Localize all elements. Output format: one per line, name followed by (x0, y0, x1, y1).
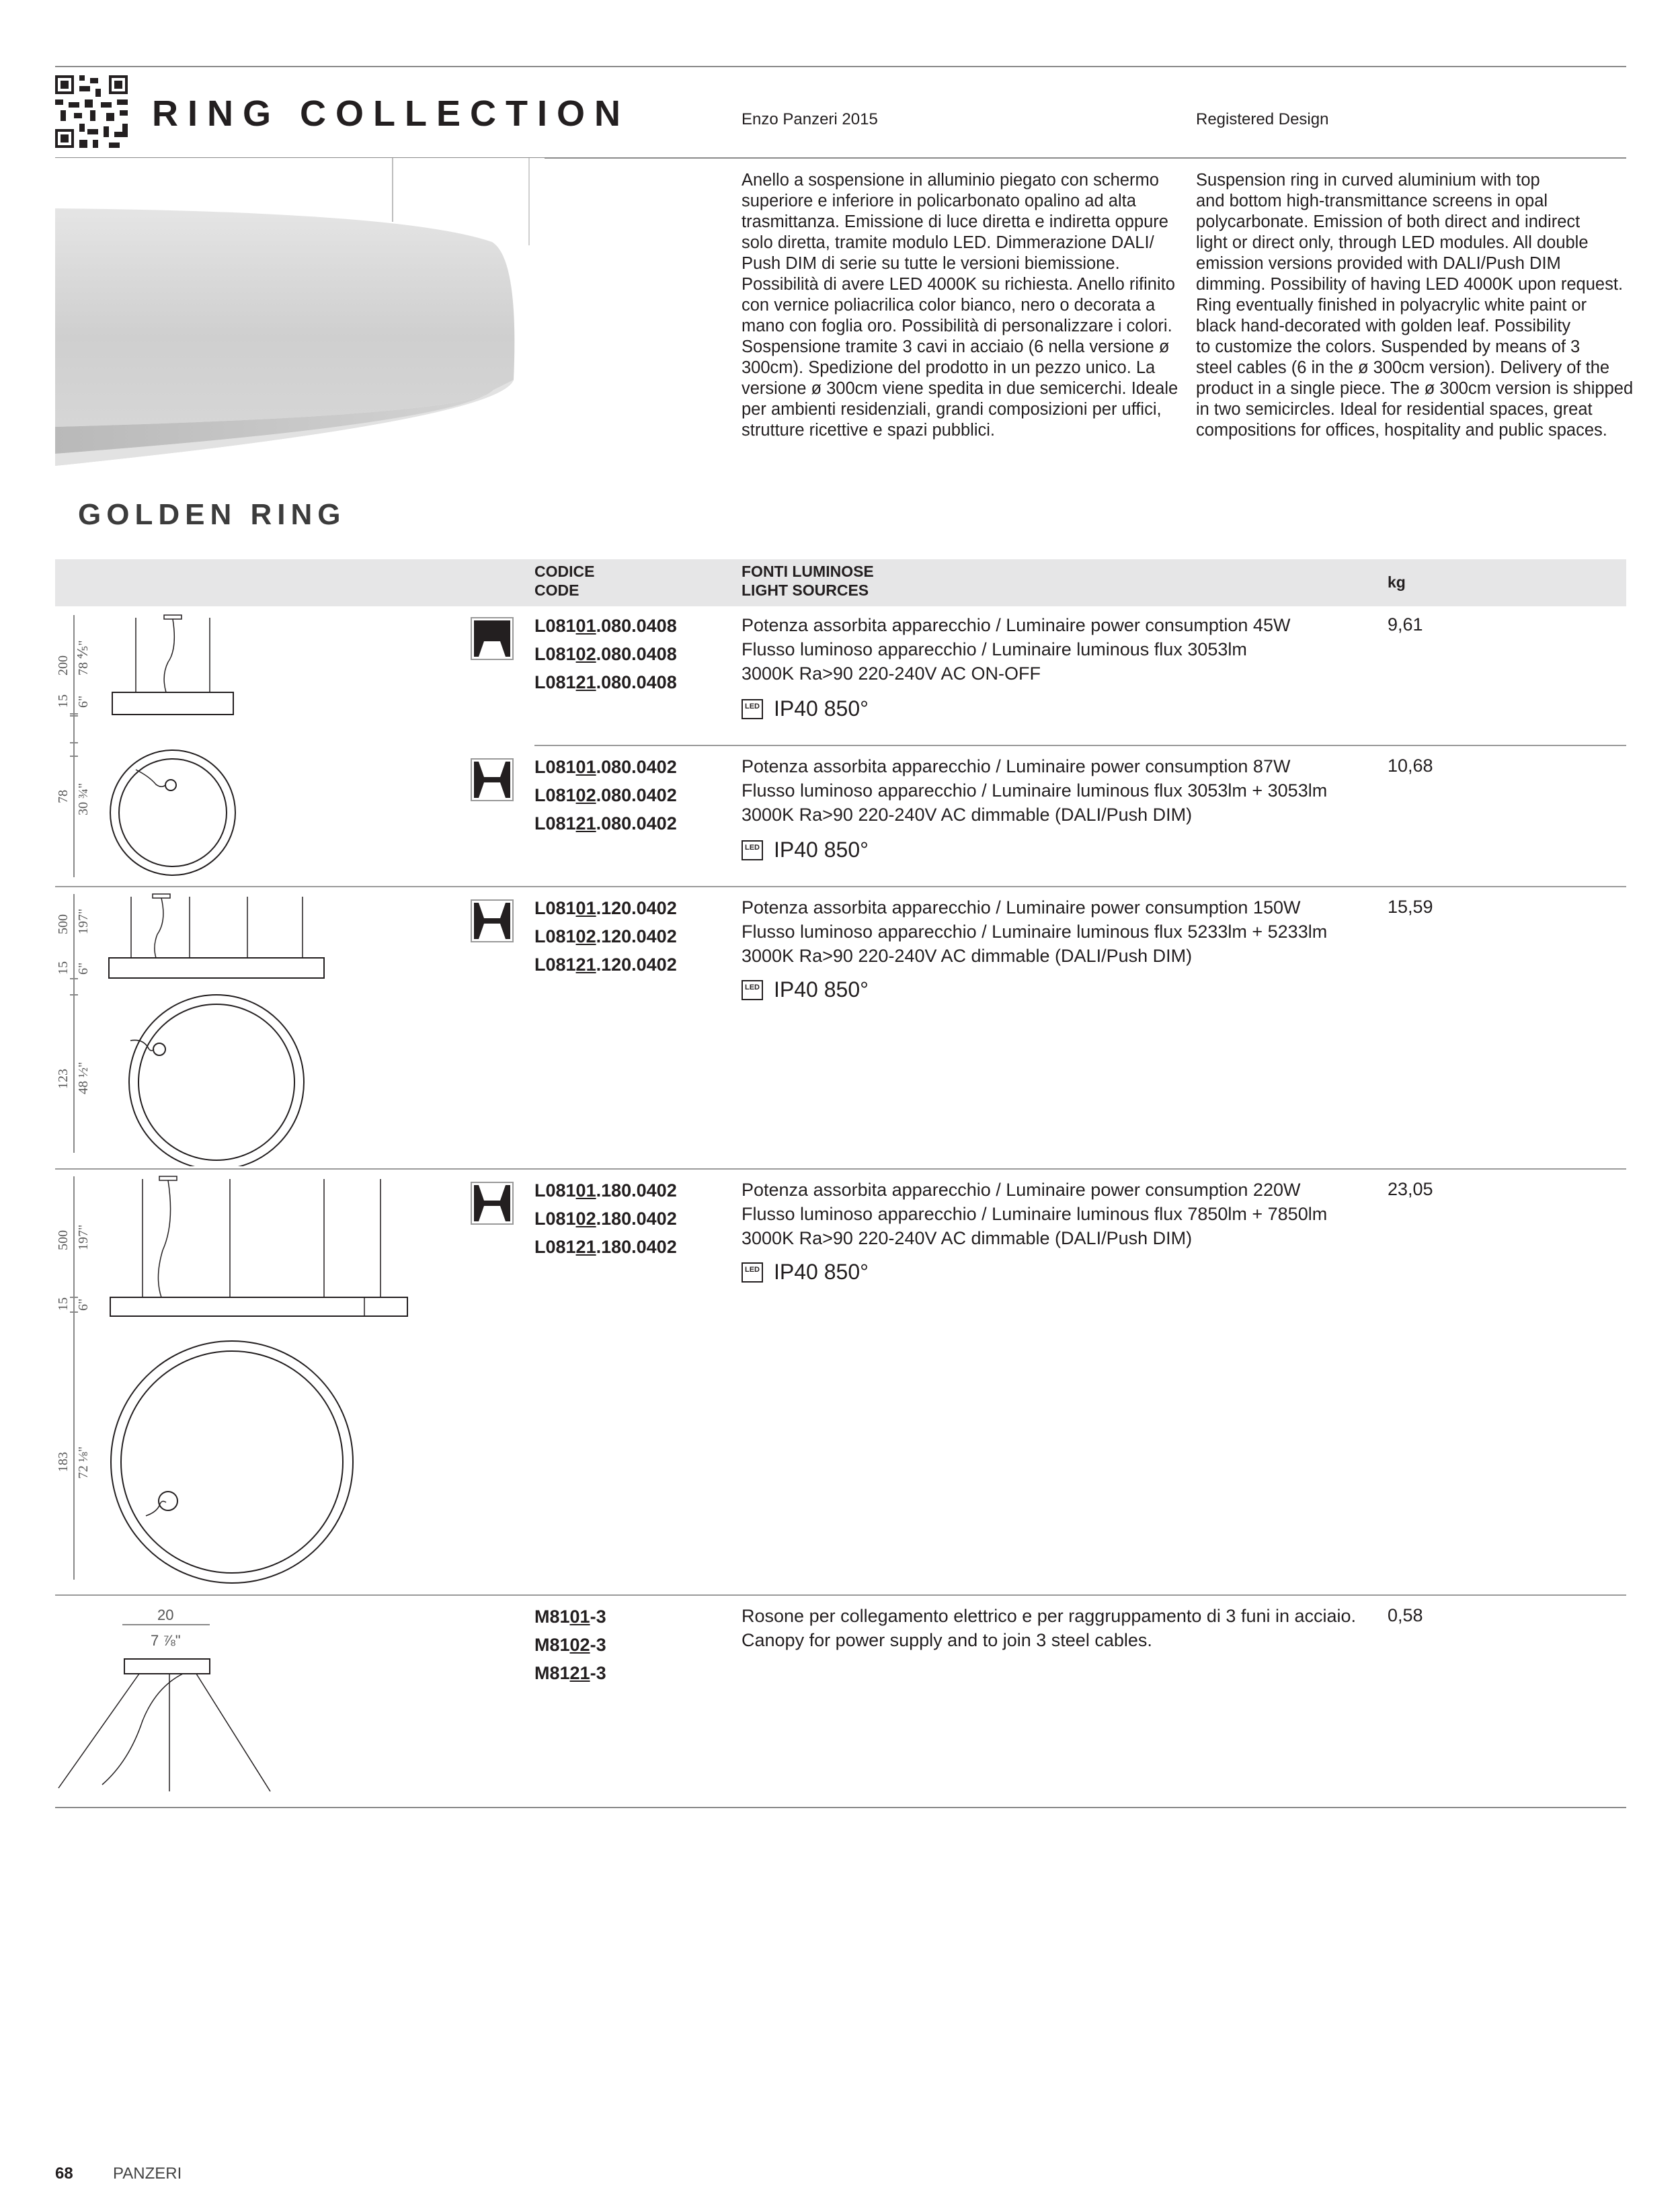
page-number: 68 (55, 2164, 73, 2183)
dim-thickness: 15 (56, 961, 71, 975)
spec-1 (742, 613, 1290, 686)
dim-thickness-inch: 6" (76, 1298, 91, 1311)
ip-rating: IP40 850° (774, 1260, 869, 1284)
code-line: L08101.120.0402 (534, 898, 677, 918)
technical-drawing-120 (55, 887, 472, 1166)
code-line: L08101.080.0408 (534, 616, 677, 636)
code-line: L08121.080.0402 (534, 813, 677, 834)
led-icon: LED (742, 1262, 763, 1283)
direct-emission-icon (471, 617, 514, 660)
code-line: L08102.080.0402 (534, 785, 677, 805)
ip-rating: IP40 850° (774, 696, 869, 721)
spec-line: Flusso luminoso apparecchio / Luminaire luminous flux 3053lm + 3053lm (742, 780, 1328, 801)
rating-1 (742, 696, 869, 721)
weight-2: 10,68 (1388, 756, 1433, 776)
header-light-sources: FONTI LUMINOSE LIGHT SOURCES (742, 563, 874, 599)
rating-3 (742, 977, 869, 1002)
spec-line: Canopy for power supply and to join 3 steel cables. (742, 1630, 1152, 1650)
code-line: M8121-3 (534, 1663, 606, 1683)
dim-thickness-inch: 6" (76, 962, 91, 975)
product-codes-1 (534, 612, 677, 696)
direct-indirect-emission-icon (471, 899, 514, 942)
product-codes-2 (534, 753, 677, 838)
direct-indirect-emission-icon (471, 758, 514, 801)
led-icon: LED (742, 840, 763, 860)
photo-caption: GOLDEN RING (78, 498, 346, 531)
technical-drawing-180 (55, 1170, 472, 1586)
code-line: M8101-3 (534, 1607, 606, 1627)
product-photo (55, 158, 545, 548)
spec-line: 3000K Ra>90 220-240V AC ON-OFF (742, 663, 1041, 684)
dim-thickness: 15 (56, 694, 71, 708)
dim-height-inch: 197" (76, 908, 91, 934)
registered-design: Registered Design (1196, 110, 1329, 128)
page-title: RING COLLECTION (152, 93, 630, 134)
bottom-rule (55, 1807, 1626, 1808)
code-line: L08121.180.0402 (534, 1237, 677, 1257)
dim-height: 200 (56, 655, 71, 676)
dim-diameter-inch: 72 ⅛" (76, 1446, 91, 1479)
rating-4 (742, 1260, 869, 1285)
header-code: CODICE CODE (534, 563, 595, 599)
dim-canopy-width-inch: 7 ⅞" (151, 1632, 181, 1649)
code-line: L08102.080.0408 (534, 644, 677, 664)
spec-line: Potenza assorbita apparecchio / Luminaire power consumption 150W (742, 897, 1301, 918)
spec-line: 3000K Ra>90 220-240V AC dimmable (DALI/Push DIM) (742, 946, 1193, 966)
product-codes-3 (534, 894, 677, 979)
dim-diameter-inch: 48 ½" (76, 1061, 91, 1094)
code-line: M8102-3 (534, 1635, 606, 1655)
weight-1: 9,61 (1388, 614, 1423, 635)
spec-line: Flusso luminoso apparecchio / Luminaire luminous flux 5233lm + 5233lm (742, 922, 1328, 942)
dim-diameter: 78 (56, 790, 71, 803)
rating-2 (742, 838, 869, 862)
code-line: L08102.120.0402 (534, 926, 677, 946)
direct-indirect-emission-icon (471, 1182, 514, 1225)
spec-line: Flusso luminoso apparecchio / Luminaire luminous flux 3053lm (742, 639, 1247, 659)
spec-line: Potenza assorbita apparecchio / Luminaire power consumption 87W (742, 756, 1291, 776)
footer-brand: PANZERI (113, 2164, 182, 2183)
description-english: Suspension ring in curved aluminium with top and bottom high-transmittance screens in opal polycarbonate. Emission of both direct and indirect light or direct only, through LED modules. All double emission versions provided with DALI/Push DIM dimming. Possibility of having LED 4000K upon request. Ring eventually finished in polyacrylic white paint or black hand-decorated with golden leaf. Possibility to customize the colors. Suspended by means of 3 steel cables (6 in the ø 300cm version). Delivery of the product in a single piece. The ø 300cm version is shipped in two semicircles. Ideal for residential spaces, great compositions for offices, hospitality and public spaces. (1196, 171, 1634, 440)
dim-diameter: 183 (56, 1452, 71, 1472)
spec-3 (742, 895, 1327, 968)
product-codes-5 (534, 1603, 606, 1687)
spec-line: Flusso luminoso apparecchio / Luminaire luminous flux 7850lm + 7850lm (742, 1204, 1328, 1224)
code-line: L08101.080.0402 (534, 757, 677, 777)
led-icon: LED (742, 980, 763, 1000)
weight-4: 23,05 (1388, 1179, 1433, 1199)
code-line: L08121.120.0402 (534, 955, 677, 975)
spec-2 (742, 754, 1327, 827)
product-codes-4 (534, 1176, 677, 1261)
dim-diameter: 123 (56, 1069, 71, 1089)
spec-line: 3000K Ra>90 220-240V AC dimmable (DALI/Push DIM) (742, 1228, 1193, 1248)
header-kg: kg (1388, 573, 1406, 591)
ip-rating: IP40 850° (774, 977, 869, 1002)
dim-height: 500 (56, 914, 71, 934)
qr-code-icon (55, 75, 128, 148)
spec-5 (742, 1604, 1356, 1652)
row-divider (55, 1594, 1626, 1596)
dim-thickness-inch: 6" (76, 695, 91, 708)
dim-height-inch: 78 ⅘" (76, 640, 91, 676)
ip-rating: IP40 850° (774, 838, 869, 862)
designer-credit: Enzo Panzeri 2015 (742, 110, 878, 128)
spec-4 (742, 1178, 1327, 1250)
dim-canopy-width: 20 (157, 1607, 174, 1623)
code-line: L08101.180.0402 (534, 1180, 677, 1201)
description-italian: Anello a sospensione in alluminio piegato con schermo superiore e inferiore in policarbonato opalino ad alta trasmittanza. Emissione di luce diretta e indiretta oppure solo diretta, tramite modulo LED. Dimmerazione DALI/ Push DIM di serie su tutte le versioni biemissione. Possibilità di avere LED 4000K su richiesta. Anello rifinito con vernice poliacrilica color bianco, nero o decorata a mano con foglia oro. Possibilità di personalizzare i colori. Sospensione tramite 3 cavi in acciaio (6 nella versione ø 300cm). Spedizione del prodotto in un pezzo unico. La versione ø 300cm viene spedita in due semicerchi. Ideale per ambienti residenziali, grandi composizioni per uffici, strutture ricettive e spazi pubblici. (742, 171, 1178, 440)
row-divider (534, 745, 1626, 746)
weight-3: 15,59 (1388, 897, 1433, 917)
dim-height: 500 (56, 1230, 71, 1250)
spec-line: Potenza assorbita apparecchio / Luminaire power consumption 45W (742, 615, 1291, 635)
dim-diameter-inch: 30 ¾" (76, 782, 91, 815)
canopy-drawing (55, 1600, 458, 1801)
code-line: L08102.180.0402 (534, 1209, 677, 1229)
dim-thickness: 15 (56, 1297, 71, 1311)
spec-line: Potenza assorbita apparecchio / Luminaire power consumption 220W (742, 1180, 1301, 1200)
technical-drawing-80 (55, 608, 472, 881)
spec-line: Rosone per collegamento elettrico e per raggruppamento di 3 funi in acciaio. (742, 1606, 1357, 1626)
weight-5: 0,58 (1388, 1605, 1423, 1625)
led-icon: LED (742, 699, 763, 719)
dim-height-inch: 197" (76, 1224, 91, 1250)
spec-line: 3000K Ra>90 220-240V AC dimmable (DALI/Push DIM) (742, 805, 1193, 825)
code-line: L08121.080.0408 (534, 672, 677, 692)
top-rule (55, 66, 1626, 67)
